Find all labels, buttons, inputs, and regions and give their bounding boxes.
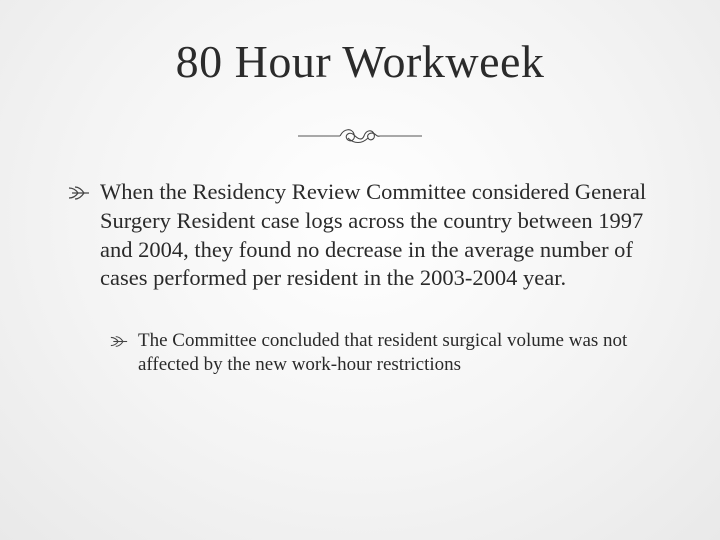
slide-title: 80 Hour Workweek (175, 36, 545, 87)
bullet-text: When the Residency Review Committee considered General Surgery Resident case logs across the country between 1997 and 2004, they found no decrease in the average number of cases performed per resident in the 2003-2004 year. (100, 179, 647, 291)
bullet-level-1 (68, 178, 668, 293)
sub-bullet-text: The Committee concluded that resident surgical volume was not affected by the new work-hour restrictions (138, 330, 628, 375)
scroll-ornament-icon (298, 124, 422, 148)
bullet-level-2 (110, 329, 670, 377)
flourish-bullet-icon (68, 185, 90, 201)
flourish-bullet-icon (110, 335, 128, 348)
